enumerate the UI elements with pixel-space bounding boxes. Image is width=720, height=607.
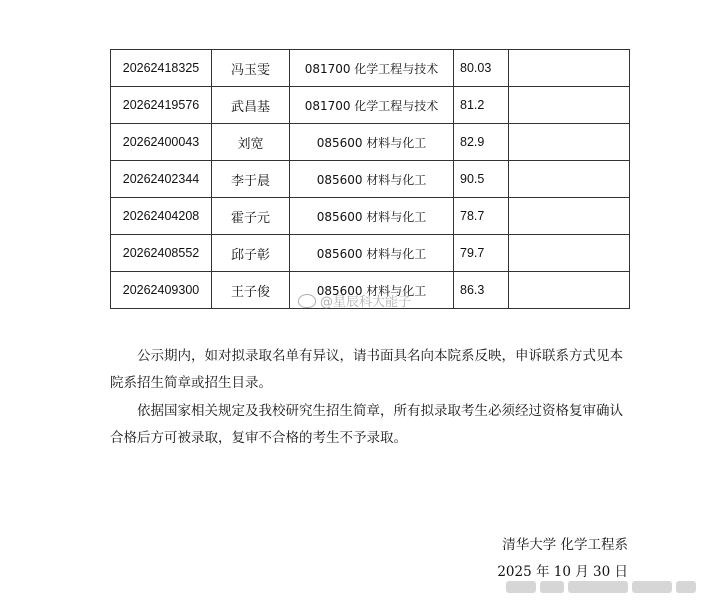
score-cell: 81.2 <box>454 87 509 124</box>
student-name-cell: 邱子彰 <box>212 235 290 272</box>
exam-id-cell: 20262402344 <box>111 161 212 198</box>
remark-cell <box>509 272 630 309</box>
score-cell: 78.7 <box>454 198 509 235</box>
remark-cell <box>509 198 630 235</box>
score-cell: 80.03 <box>454 50 509 87</box>
toolbar-segment <box>676 581 696 593</box>
major-cell: 085600 材料与化工 <box>290 198 454 235</box>
score-cell: 86.3 <box>454 272 509 309</box>
score-cell: 82.9 <box>454 124 509 161</box>
student-name-cell: 武昌基 <box>212 87 290 124</box>
major-cell: 081700 化学工程与技术 <box>290 50 454 87</box>
major-cell: 085600 材料与化工 <box>290 161 454 198</box>
major-cell: 085600 材料与化工 <box>290 272 454 309</box>
signature-organization: 清华大学 化学工程系 <box>502 537 628 553</box>
remark-cell <box>509 124 630 161</box>
major-cell: 085600 材料与化工 <box>290 124 454 161</box>
toolbar-segment <box>632 581 672 593</box>
student-name-cell: 霍子元 <box>212 198 290 235</box>
objection-notice-paragraph: 公示期内，如对拟录取名单有异议，请书面具名向本院系反映，申诉联系方式见本院系招生简章或招生目录。 <box>110 348 623 391</box>
admission-list-table <box>110 49 630 309</box>
image-toolbar <box>506 578 706 596</box>
exam-id-cell: 20262418325 <box>111 50 212 87</box>
table-row <box>111 198 630 235</box>
signature-date: 2025 年 10 月 30 日 <box>497 564 628 580</box>
student-name-cell: 王子俊 <box>212 272 290 309</box>
table-body <box>111 50 630 309</box>
remark-cell <box>509 235 630 272</box>
table-row <box>111 50 630 87</box>
exam-id-cell: 20262419576 <box>111 87 212 124</box>
toolbar-segment <box>506 581 536 593</box>
table-row <box>111 87 630 124</box>
score-cell: 79.7 <box>454 235 509 272</box>
remark-cell <box>509 50 630 87</box>
exam-id-cell: 20262409300 <box>111 272 212 309</box>
remark-cell <box>509 161 630 198</box>
table-row <box>111 161 630 198</box>
watermark-text: @星辰科大能子 <box>320 295 412 310</box>
toolbar-segment <box>568 581 628 593</box>
exam-id-cell: 20262408552 <box>111 235 212 272</box>
student-name-cell: 李于晨 <box>212 161 290 198</box>
exam-id-cell: 20262400043 <box>111 124 212 161</box>
score-cell: 90.5 <box>454 161 509 198</box>
remark-cell <box>509 87 630 124</box>
student-name-cell: 冯玉雯 <box>212 50 290 87</box>
major-cell: 085600 材料与化工 <box>290 235 454 272</box>
table-row <box>111 124 630 161</box>
review-notice-paragraph: 依据国家相关规定及我校研究生招生简章，所有拟录取考生必须经过资格复审确认合格后方可被录取，复审不合格的考生不予录取。 <box>110 403 623 446</box>
toolbar-segment <box>540 581 564 593</box>
exam-id-cell: 20262404208 <box>111 198 212 235</box>
table-row <box>111 272 630 309</box>
table-row <box>111 235 630 272</box>
student-name-cell: 刘宽 <box>212 124 290 161</box>
major-cell: 081700 化学工程与技术 <box>290 87 454 124</box>
